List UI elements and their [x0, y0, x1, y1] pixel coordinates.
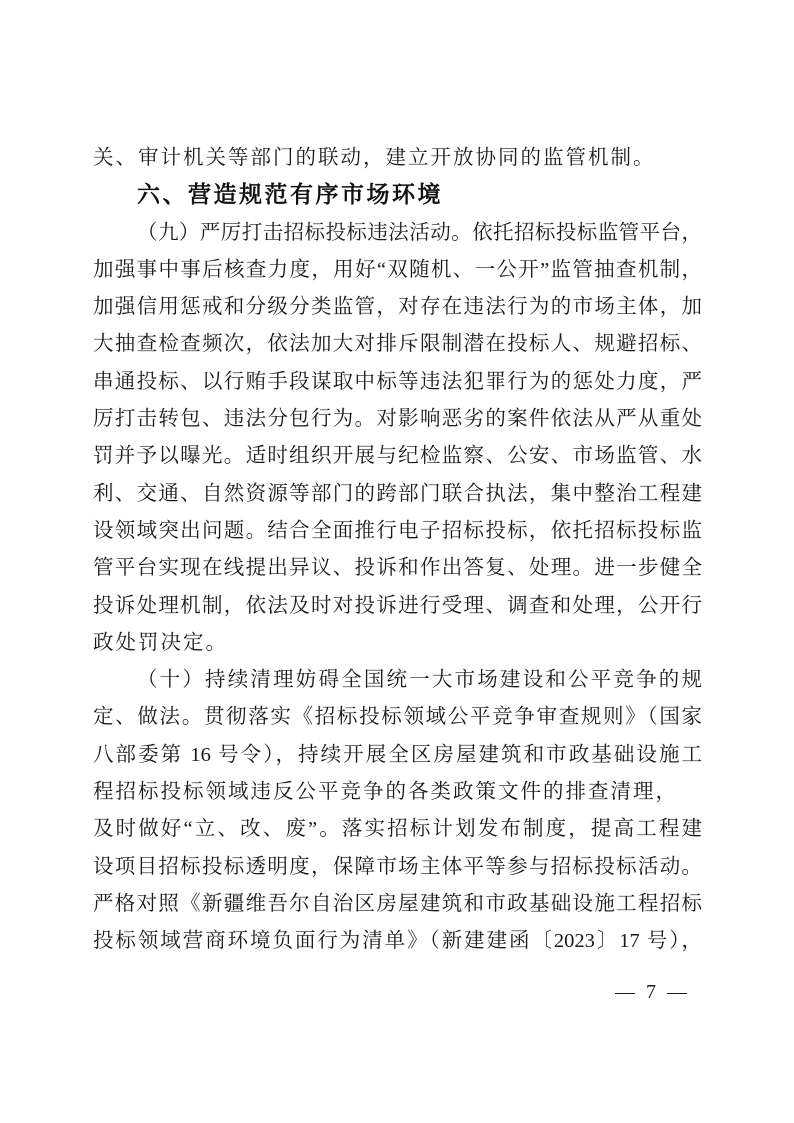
text-line: 关、审计机关等部门的联动，建立开放协同的监管机制。: [93, 147, 656, 169]
text-line: 投标领域营商环境负面行为清单》（新建建函〔2023〕17 号），: [93, 930, 702, 953]
text-line: 厉打击转包、违法分包行为。对影响恶劣的案件依法从严从重处: [93, 408, 702, 431]
text-line: 大抽查检查频次，依法加大对排斥限制潜在投标人、规避招标、: [93, 333, 702, 356]
document-body: [93, 140, 702, 961]
text-line: 及时做好“立、改、废”。落实招标计划发布制度，提高工程建: [93, 818, 702, 841]
page-number: — 7 —: [615, 981, 690, 1003]
text-line: 管平台实现在线提出异议、投诉和作出答复、处理。进一步健全: [93, 557, 702, 580]
text-line: 设领域突出问题。结合全面推行电子招标投标，依托招标投标监: [93, 519, 702, 542]
paragraph-start: （九）严厉打击招标投标违法活动。依托招标投标监管平台，: [137, 221, 702, 244]
text-line: 投诉处理机制，依法及时对投诉进行受理、调查和处理，公开行: [93, 594, 702, 617]
text-line: 加强事中事后核查力度，用好“双随机、一公开”监管抽查机制，: [93, 258, 702, 281]
text-line: 政处罚决定。: [93, 631, 228, 654]
text-line: 设项目招标投标透明度，保障市场主体平等参与招标投标活动。: [93, 855, 702, 878]
text-line: 严格对照《新疆维吾尔自治区房屋建筑和市政基础设施工程招标: [93, 892, 702, 915]
text-line: 加强信用惩戒和分级分类监管，对存在违法行为的市场主体，加: [93, 296, 702, 319]
text-line: 程招标投标领域违反公平竞争的各类政策文件的排查清理，: [93, 781, 678, 804]
text-line: 定、做法。贯彻落实《招标投标领域公平竞争审查规则》（国家: [93, 706, 702, 729]
text-line: 串通投标、以行贿手段谋取中标等违法犯罪行为的惩处力度，严: [93, 370, 702, 393]
text-line: 罚并予以曝光。适时组织开展与纪检监察、公安、市场监管、水: [93, 445, 702, 468]
paragraph-start: （十）持续清理妨碍全国统一大市场建设和公平竞争的规: [137, 669, 702, 692]
section-heading: 六、营造规范有序市场环境: [137, 182, 443, 209]
text-line: 八部委第 16 号令），持续开展全区房屋建筑和市政基础设施工: [93, 743, 702, 766]
text-line: 利、交通、自然资源等部门的跨部门联合执法，集中整治工程建: [93, 482, 702, 505]
